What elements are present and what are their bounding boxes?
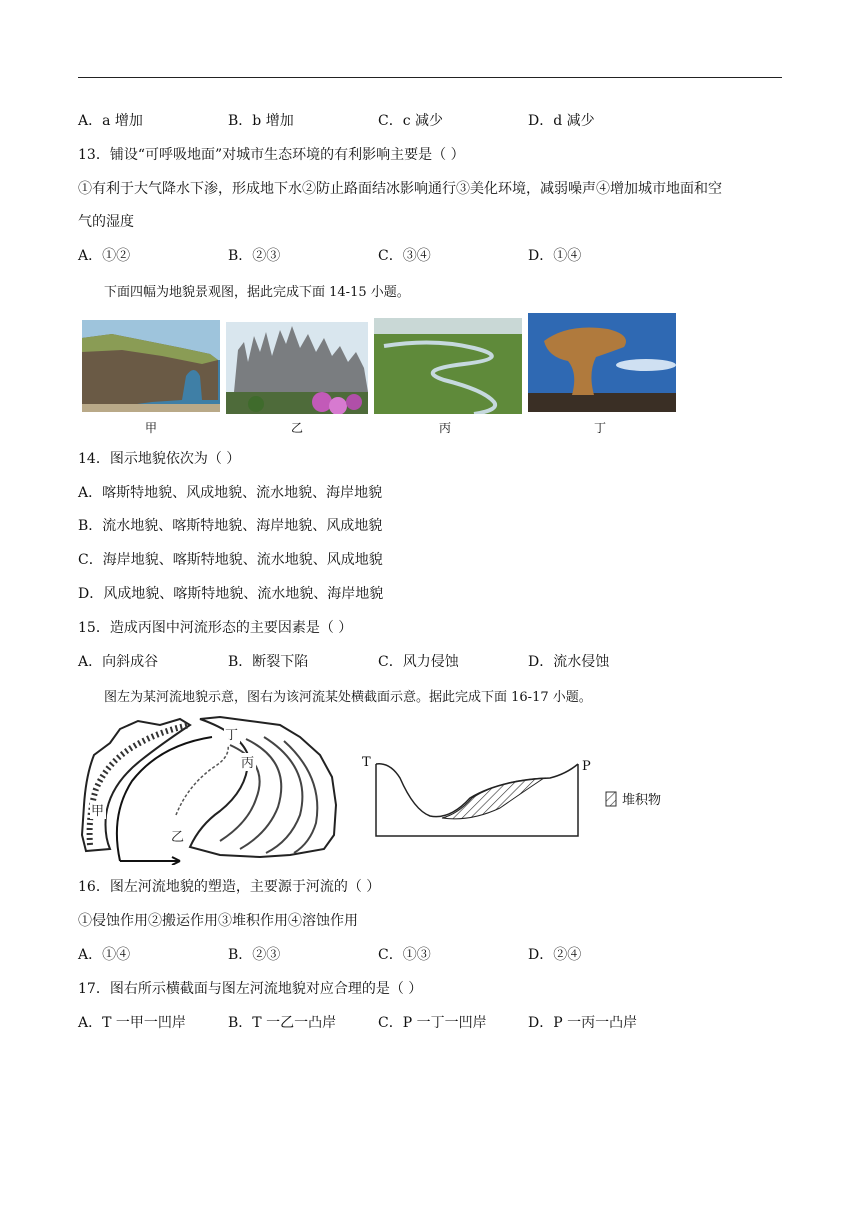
photo-yi-stone-forest	[226, 322, 368, 414]
q12-option-b[interactable]: B．b 增加	[228, 113, 294, 129]
caption-ding: 丁	[593, 421, 606, 435]
q17-stem: 17．图右所示横截面与图左河流地貌对应合理的是（ ）	[78, 981, 423, 997]
q17-option-b[interactable]: B．T 一乙一凸岸	[228, 1015, 337, 1031]
q14-option-c[interactable]: C．海岸地貌、喀斯特地貌、流水地貌、风成地貌	[78, 552, 383, 568]
caption-jia: 甲	[144, 421, 157, 435]
q15-option-b[interactable]: B．断裂下陷	[228, 654, 309, 670]
river-cross-section	[360, 750, 700, 840]
q12-option-a[interactable]: A．a 增加	[78, 113, 143, 129]
legend-label: 堆积物	[622, 793, 662, 808]
q16-option-b[interactable]: B．②③	[228, 947, 281, 963]
header-rule	[78, 77, 782, 78]
q17-option-d[interactable]: D．P 一丙一凸岸	[528, 1015, 638, 1031]
q15-option-a[interactable]: A．向斜成谷	[78, 654, 159, 670]
photo-ding-mushroom-rock	[528, 313, 676, 412]
q16-statement: ①侵蚀作用②搬运作用③堆积作用④溶蚀作用	[78, 913, 358, 929]
q14-stem: 14．图示地貌依次为（ ）	[78, 451, 241, 467]
intro-14-15: 下面四幅为地貌景观图，据此完成下面 14-15 小题。	[104, 285, 410, 300]
caption-bing: 丙	[438, 421, 451, 435]
q13-option-c[interactable]: C．③④	[378, 248, 431, 264]
cross-section-label-t: T	[362, 755, 371, 770]
q13-statement-line1: ①有利于大气降水下渗，形成地下水②防止路面结冰影响通行③美化环境，减弱噪声④增加城市地面和空	[78, 181, 722, 197]
q14-option-b[interactable]: B．流水地貌、喀斯特地貌、海岸地貌、风成地貌	[78, 518, 383, 534]
q16-option-a[interactable]: A．①④	[78, 947, 131, 963]
q16-stem: 16．图左河流地貌的塑造，主要源于河流的（ ）	[78, 879, 381, 895]
q15-option-d[interactable]: D．流水侵蚀	[528, 654, 610, 670]
q17-option-a[interactable]: A．T 一甲一凹岸	[78, 1015, 186, 1031]
photo-jia-sea-arch	[82, 320, 220, 412]
q13-stem: 13．铺设“可呼吸地面”对城市生态环境的有利影响主要是（ ）	[78, 147, 465, 163]
q13-option-d[interactable]: D．①④	[528, 248, 582, 264]
q13-option-b[interactable]: B．②③	[228, 248, 281, 264]
q12-option-d[interactable]: D．d 减少	[528, 113, 595, 129]
river-landform-map	[80, 715, 342, 865]
cross-section-label-p: P	[582, 759, 591, 774]
q14-option-d[interactable]: D．风成地貌、喀斯特地貌、流水地貌、海岸地貌	[78, 586, 384, 602]
q17-option-c[interactable]: C．P 一丁一凹岸	[378, 1015, 487, 1031]
river-label-jia: 甲	[91, 804, 105, 819]
q14-option-a[interactable]: A．喀斯特地貌、风成地貌、流水地貌、海岸地貌	[78, 485, 383, 501]
intro-16-17: 图左为某河流地貌示意，图右为该河流某处横截面示意。据此完成下面 16-17 小题。	[104, 690, 592, 705]
q16-option-c[interactable]: C．①③	[378, 947, 431, 963]
caption-yi: 乙	[290, 421, 303, 435]
q15-option-c[interactable]: C．风力侵蚀	[378, 654, 459, 670]
q13-option-a[interactable]: A．①②	[78, 248, 131, 264]
photo-bing-meander	[374, 318, 522, 414]
river-label-ding: 丁	[225, 728, 239, 743]
legend-swatch	[606, 792, 616, 806]
q16-option-d[interactable]: D．②④	[528, 947, 582, 963]
q15-stem: 15．造成丙图中河流形态的主要因素是（ ）	[78, 620, 353, 636]
q12-option-c[interactable]: C．c 减少	[378, 113, 444, 129]
river-label-yi: 乙	[171, 830, 185, 845]
river-label-bing: 丙	[241, 756, 255, 771]
q13-statement-line2: 气的湿度	[78, 214, 134, 230]
